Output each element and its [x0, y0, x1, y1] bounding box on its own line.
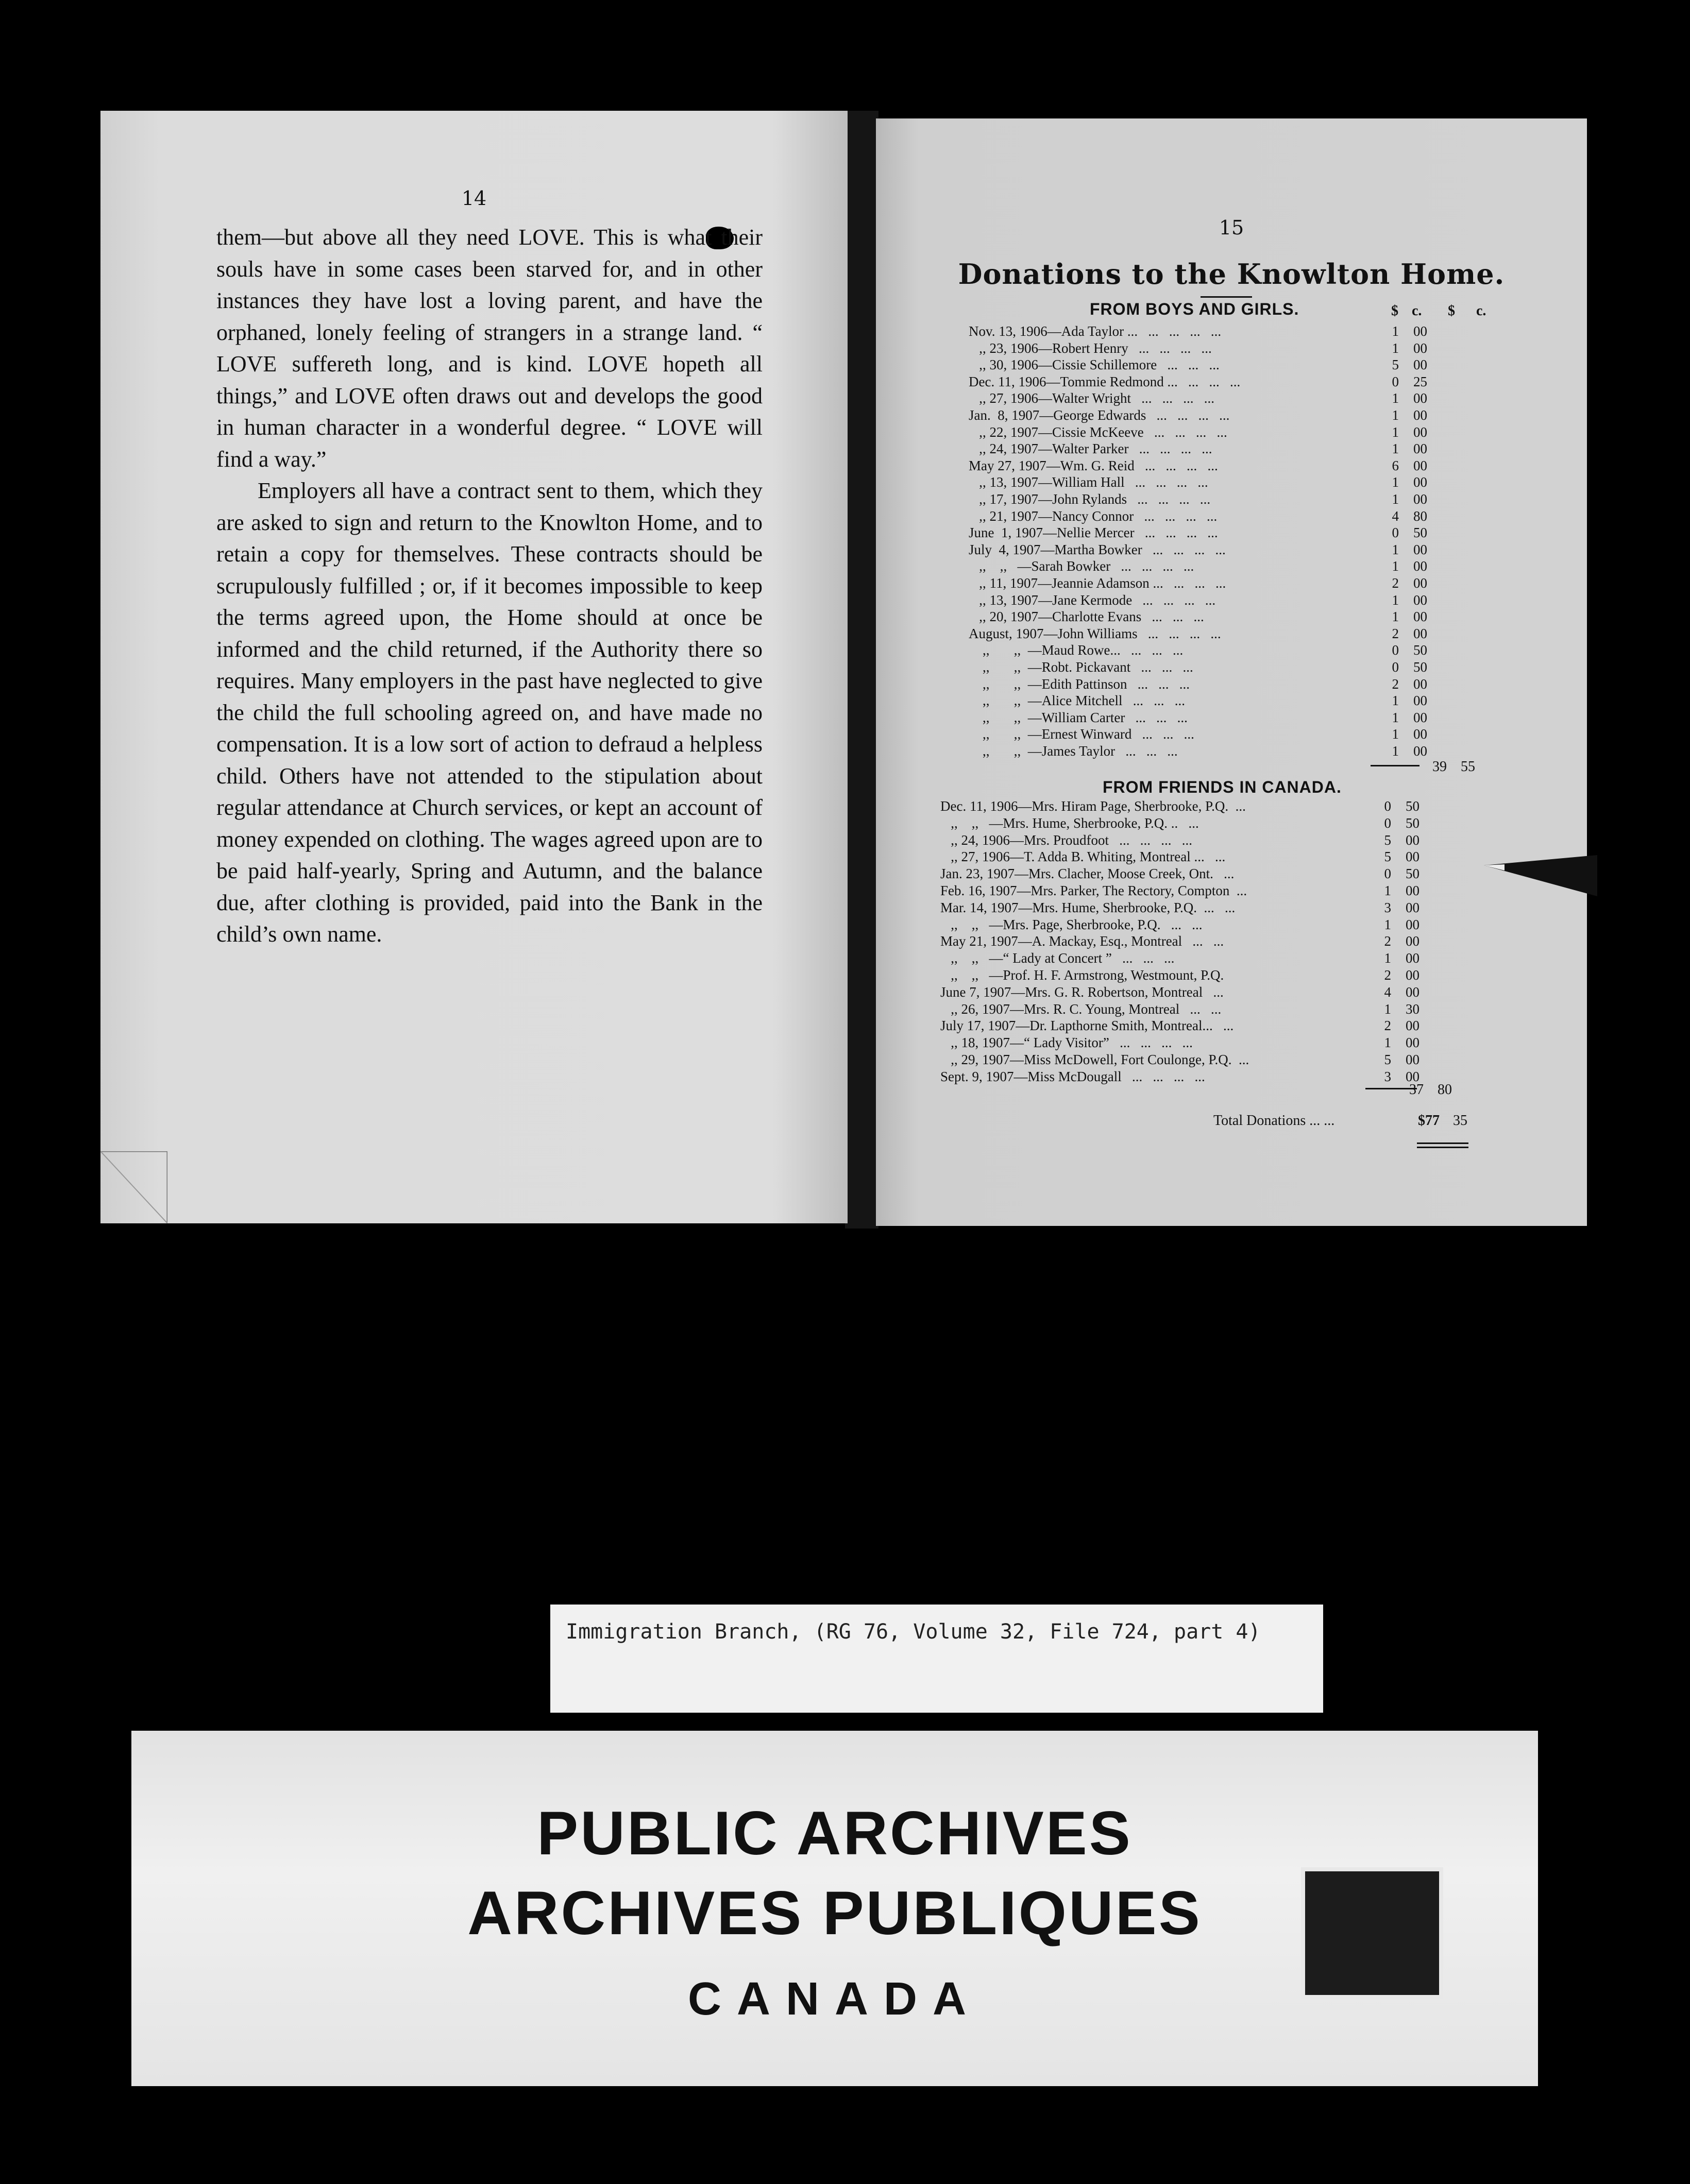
donation-cents: 00	[1413, 558, 1427, 574]
donation-description: ,, ,, —Prof. H. F. Armstrong, Westmount, P.Q.	[940, 967, 1224, 983]
donation-description: ,, ,, —Sarah Bowker ... ... ... ...	[969, 558, 1194, 574]
donation-cents: 00	[1406, 933, 1419, 949]
donation-dollars: 1	[1392, 340, 1399, 356]
donation-cents: 80	[1413, 508, 1427, 524]
donation-row	[876, 710, 1587, 726]
donation-description: Sept. 9, 1907—Miss McDougall ... ... ... ...	[940, 1068, 1205, 1084]
donation-cents: 00	[1413, 474, 1427, 490]
donation-description: ,, 23, 1906—Robert Henry ... ... ... ...	[969, 340, 1212, 356]
donation-dollars: 2	[1392, 575, 1399, 591]
subtotal-dollars: 39	[1432, 759, 1447, 775]
folded-corner	[100, 1151, 167, 1223]
donation-description: July 4, 1907—Martha Bowker ... ... ... ...	[969, 541, 1226, 557]
donation-description: Dec. 11, 1906—Tommie Redmond ... ... ... ...	[969, 373, 1241, 389]
donation-dollars: 0	[1384, 798, 1391, 814]
donation-cents: 00	[1406, 1068, 1419, 1084]
donation-row	[876, 743, 1587, 760]
total-dollars: $77	[1418, 1113, 1440, 1129]
pencil-tip-icon	[1484, 855, 1597, 896]
donation-dollars: 5	[1392, 357, 1399, 373]
donation-description: June 1, 1907—Nellie Mercer ... ... ... ...	[969, 525, 1218, 541]
donation-description: Nov. 13, 1906—Ada Taylor ... ... ... ... ...	[969, 323, 1222, 339]
donation-cents: 00	[1413, 676, 1427, 692]
donation-description: ,, 18, 1907—“ Lady Visitor” ... ... ... ...	[940, 1035, 1193, 1051]
donation-dollars: 2	[1384, 1018, 1391, 1034]
paragraph: Employers all have a contract sent to them, which they are asked to sign and return to the Knowlton Home, and to retain a copy for themselves. These contracts should be scrupulously fulfilled ; or, if it becomes impossible to keep the terms agreed upon, the Home should at once be informed and the child returned, if the Authority there so requires. Many employers in the past have neglected to give the child the full schooling agreed on, and have made no compensation. It is a low sort of action to defraud a helpless child. Others have not attended to the stipulation about regular attendance at Church services, or kept an account of money expended on clothing. The wages agreed upon are to be paid half-yearly, Spring and Autumn, and the balance due, after clothing is provided, paid into the Bank in the child’s own name.	[216, 478, 763, 947]
donation-dollars: 1	[1392, 424, 1399, 440]
donation-dollars: 1	[1392, 558, 1399, 574]
donation-description: ,, 27, 1906—Walter Wright ... ... ... ...	[969, 390, 1214, 406]
donation-dollars: 1	[1392, 390, 1399, 406]
donation-cents: 00	[1413, 424, 1427, 440]
column-head-dollars: $	[1391, 303, 1398, 319]
donation-description: ,, 21, 1907—Nancy Connor ... ... ... ...	[969, 508, 1218, 524]
donation-description: August, 1907—John Williams ... ... ... ...	[969, 625, 1221, 641]
donation-row	[876, 1052, 1587, 1068]
donation-description: ,, 29, 1907—Miss McDowell, Fort Coulonge, P.Q. ...	[940, 1052, 1249, 1067]
donation-dollars: 3	[1384, 899, 1391, 915]
donation-cents: 25	[1413, 373, 1427, 389]
donation-dollars: 1	[1392, 491, 1399, 507]
donation-row	[876, 1018, 1587, 1034]
donation-dollars: 4	[1384, 984, 1391, 1000]
donation-row	[876, 508, 1587, 525]
donation-dollars: 0	[1392, 659, 1399, 675]
donation-cents: 00	[1406, 916, 1419, 932]
donation-row	[876, 1069, 1587, 1085]
donation-dollars: 1	[1392, 474, 1399, 490]
donation-description: ,, ,, —William Carter ... ... ...	[969, 709, 1188, 725]
donation-description: ,, ,, —Mrs. Page, Sherbrooke, P.Q. ... ...	[940, 916, 1203, 932]
donation-description: ,, 22, 1907—Cissie McKeeve ... ... ... ...	[969, 424, 1227, 440]
donation-cents: 00	[1413, 441, 1427, 457]
donation-description: Jan. 8, 1907—George Edwards ... ... ... ...	[969, 407, 1230, 423]
donation-row	[876, 424, 1587, 441]
donation-row	[876, 592, 1587, 609]
donation-row	[876, 407, 1587, 424]
donation-cents: 00	[1413, 390, 1427, 406]
donation-cents: 00	[1413, 625, 1427, 641]
donation-dollars: 1	[1384, 916, 1391, 932]
donation-row	[876, 642, 1587, 659]
donation-description: ,, 20, 1907—Charlotte Evans ... ... ...	[969, 609, 1204, 625]
donation-dollars: 1	[1392, 541, 1399, 557]
donation-description: ,, ,, —Maud Rowe... ... ... ...	[969, 642, 1184, 658]
donation-row	[876, 798, 1587, 815]
donation-cents: 00	[1413, 323, 1427, 339]
donation-description: ,, 26, 1907—Mrs. R. C. Young, Montreal ... ...	[940, 1001, 1222, 1017]
donation-row	[876, 832, 1587, 849]
donation-row	[876, 815, 1587, 832]
donation-cents: 00	[1406, 832, 1419, 848]
donation-cents: 00	[1406, 849, 1419, 865]
donation-cents: 00	[1406, 899, 1419, 915]
total-label: Total Donations ... ...	[1213, 1113, 1335, 1129]
donation-description: ,, 17, 1907—John Rylands ... ... ... ...	[969, 491, 1211, 507]
donation-cents: 00	[1406, 950, 1419, 966]
donation-description: June 7, 1907—Mrs. G. R. Robertson, Montreal ...	[940, 984, 1224, 1000]
donation-row	[876, 883, 1587, 899]
total-rule	[1417, 1142, 1468, 1144]
donation-dollars: 0	[1384, 815, 1391, 831]
archive-reference: Immigration Branch, (RG 76, Volume 32, File 724, part 4)	[566, 1620, 1261, 1644]
donation-description: ,, 30, 1906—Cissie Schillemore ... ... ...	[969, 357, 1220, 373]
donation-description: Mar. 14, 1907—Mrs. Hume, Sherbrooke, P.Q. ... ...	[940, 899, 1236, 915]
donation-cents: 00	[1406, 883, 1419, 898]
column-head-cents: c.	[1412, 303, 1422, 319]
donation-row	[876, 917, 1587, 933]
donation-dollars: 5	[1384, 1052, 1391, 1067]
donation-description: ,, 13, 1907—Jane Kermode ... ... ... ...	[969, 592, 1216, 608]
donation-row	[876, 374, 1587, 390]
subtotal-rule	[1371, 765, 1419, 766]
page-title: Donations to the Knowlton Home.	[958, 258, 1505, 291]
subtotal-cents: 80	[1438, 1082, 1452, 1098]
donation-cents: 00	[1413, 743, 1427, 759]
donation-description: ,, ,, —James Taylor ... ... ...	[969, 743, 1178, 759]
donation-description: ,, ,, —Alice Mitchell ... ... ...	[969, 693, 1185, 709]
donation-description: ,, 13, 1907—William Hall ... ... ... ...	[969, 474, 1208, 490]
donation-dollars: 1	[1392, 441, 1399, 457]
donation-cents: 50	[1413, 525, 1427, 541]
page-number: 14	[461, 187, 487, 210]
plate-line: CANADA	[688, 1973, 982, 2025]
donation-row	[876, 491, 1587, 508]
donation-cents: 00	[1413, 407, 1427, 423]
subtotal-dollars: 37	[1409, 1082, 1424, 1098]
donation-dollars: 1	[1384, 950, 1391, 966]
donation-row	[876, 441, 1587, 457]
column-head-dollars: $	[1448, 303, 1455, 319]
donation-row	[876, 900, 1587, 916]
donation-cents: 00	[1413, 541, 1427, 557]
donation-dollars: 1	[1392, 407, 1399, 423]
donation-description: ,, 27, 1906—T. Adda B. Whiting, Montreal ... ...	[940, 849, 1226, 865]
left-page	[100, 111, 848, 1223]
donation-row	[876, 558, 1587, 575]
donation-description: ,, ,, —Robt. Pickavant ... ... ...	[969, 659, 1193, 675]
donation-row	[876, 950, 1587, 967]
right-page	[876, 118, 1587, 1226]
book-spine	[845, 111, 878, 1228]
page-number: 15	[1219, 216, 1244, 239]
donation-row	[876, 866, 1587, 882]
section-heading: FROM BOYS AND GIRLS.	[1090, 300, 1299, 318]
title-rule	[1201, 296, 1252, 298]
donation-row	[876, 626, 1587, 642]
total-cents: 35	[1453, 1113, 1467, 1129]
donation-row	[876, 1001, 1587, 1018]
paragraph: them—but above all they need LOVE. This is what their souls have in some cases been starved for, and in other instances they have lost a loving parent, and have the orphaned, lonely feeling of strangers in a strange land. “ LOVE suffereth long, and is kind. LOVE hopeth all things,” and LOVE often draws out and develops the good in human character in a wonderful degree. “ LOVE will find a way.”	[216, 225, 763, 472]
donation-cents: 00	[1413, 457, 1427, 473]
donation-row	[876, 390, 1587, 407]
donation-cents: 00	[1413, 340, 1427, 356]
donation-cents: 30	[1406, 1001, 1419, 1017]
donation-dollars: 1	[1392, 693, 1399, 709]
donation-cents: 00	[1413, 709, 1427, 725]
donation-row	[876, 849, 1587, 865]
donation-row	[876, 933, 1587, 950]
donation-row	[876, 967, 1587, 984]
donation-dollars: 1	[1392, 592, 1399, 608]
donation-dollars: 0	[1384, 866, 1391, 882]
donation-row	[876, 1035, 1587, 1051]
subtotal-cents: 55	[1461, 759, 1475, 775]
plate-line: ARCHIVES PUBLIQUES	[467, 1879, 1202, 1948]
donation-dollars: 1	[1392, 609, 1399, 625]
donation-row	[876, 357, 1587, 373]
donation-cents: 50	[1406, 866, 1419, 882]
donation-description: ,, ,, —Edith Pattinson ... ... ...	[969, 676, 1190, 692]
donation-cents: 00	[1413, 592, 1427, 608]
donation-row	[876, 458, 1587, 474]
donation-cents: 00	[1406, 1035, 1419, 1051]
donation-cents: 50	[1413, 659, 1427, 675]
donation-row	[876, 340, 1587, 357]
donation-dollars: 2	[1384, 967, 1391, 983]
donation-dollars: 5	[1384, 832, 1391, 848]
donation-row	[876, 659, 1587, 676]
donation-dollars: 1	[1384, 1001, 1391, 1017]
donation-description: Feb. 16, 1907—Mrs. Parker, The Rectory, Compton ...	[940, 883, 1247, 898]
donation-cents: 50	[1413, 642, 1427, 658]
donation-cents: 00	[1406, 1018, 1419, 1034]
donation-dollars: 2	[1392, 625, 1399, 641]
donation-row	[876, 676, 1587, 693]
donation-dollars: 1	[1384, 1035, 1391, 1051]
donation-cents: 00	[1406, 1052, 1419, 1067]
donation-dollars: 4	[1392, 508, 1399, 524]
total-rule	[1417, 1147, 1468, 1148]
donation-dollars: 6	[1392, 457, 1399, 473]
donation-cents: 00	[1413, 357, 1427, 373]
reference-card	[550, 1605, 1323, 1713]
donation-row	[876, 323, 1587, 340]
donation-cents: 00	[1413, 491, 1427, 507]
donation-cents: 50	[1406, 798, 1419, 814]
donation-cents: 00	[1413, 726, 1427, 742]
donation-row	[876, 575, 1587, 592]
donation-cents: 00	[1413, 609, 1427, 625]
donation-description: ,, 24, 1906—Mrs. Proudfoot ... ... ... ...	[940, 832, 1193, 848]
donation-cents: 00	[1413, 693, 1427, 709]
binder-clip	[1301, 1867, 1443, 1999]
donation-dollars: 0	[1392, 525, 1399, 541]
plate-line: PUBLIC ARCHIVES	[537, 1799, 1133, 1868]
donation-dollars: 5	[1384, 849, 1391, 865]
donation-dollars: 1	[1392, 709, 1399, 725]
donation-description: ,, ,, —Ernest Winward ... ... ...	[969, 726, 1194, 742]
donation-cents: 00	[1413, 575, 1427, 591]
donation-row	[876, 984, 1587, 1001]
donation-row	[876, 474, 1587, 491]
donation-cents: 50	[1406, 815, 1419, 831]
donation-description: May 21, 1907—A. Mackay, Esq., Montreal ... ...	[940, 933, 1224, 949]
donation-dollars: 1	[1392, 743, 1399, 759]
donation-dollars: 0	[1392, 642, 1399, 658]
body-text	[216, 221, 763, 950]
donation-description: ,, 24, 1907—Walter Parker ... ... ... ...	[969, 441, 1212, 457]
donation-dollars: 2	[1392, 676, 1399, 692]
donation-description: July 17, 1907—Dr. Lapthorne Smith, Montreal... ...	[940, 1018, 1234, 1034]
donation-dollars: 2	[1384, 933, 1391, 949]
donation-description: May 27, 1907—Wm. G. Reid ... ... ... ...	[969, 457, 1218, 473]
section-heading: FROM FRIENDS IN CANADA.	[1103, 778, 1342, 796]
donation-row	[876, 693, 1587, 709]
donation-description: Dec. 11, 1906—Mrs. Hiram Page, Sherbrooke, P.Q. ...	[940, 798, 1246, 814]
donation-cents: 00	[1406, 967, 1419, 983]
donation-row	[876, 525, 1587, 541]
donation-dollars: 1	[1392, 323, 1399, 339]
donation-description: ,, ,, —“ Lady at Concert ” ... ... ...	[940, 950, 1175, 966]
donation-dollars: 3	[1384, 1068, 1391, 1084]
donation-row	[876, 542, 1587, 558]
donation-cents: 00	[1406, 984, 1419, 1000]
donation-dollars: 0	[1392, 373, 1399, 389]
donation-row	[876, 609, 1587, 625]
donation-description: Jan. 23, 1907—Mrs. Clacher, Moose Creek, Ont. ...	[940, 866, 1235, 882]
donation-description: ,, ,, —Mrs. Hume, Sherbrooke, P.Q. .. ...	[940, 815, 1199, 831]
donation-dollars: 1	[1392, 726, 1399, 742]
donation-dollars: 1	[1384, 883, 1391, 898]
column-head-cents: c.	[1476, 303, 1486, 319]
donation-row	[876, 726, 1587, 743]
donation-description: ,, 11, 1907—Jeannie Adamson ... ... ... ...	[969, 575, 1226, 591]
